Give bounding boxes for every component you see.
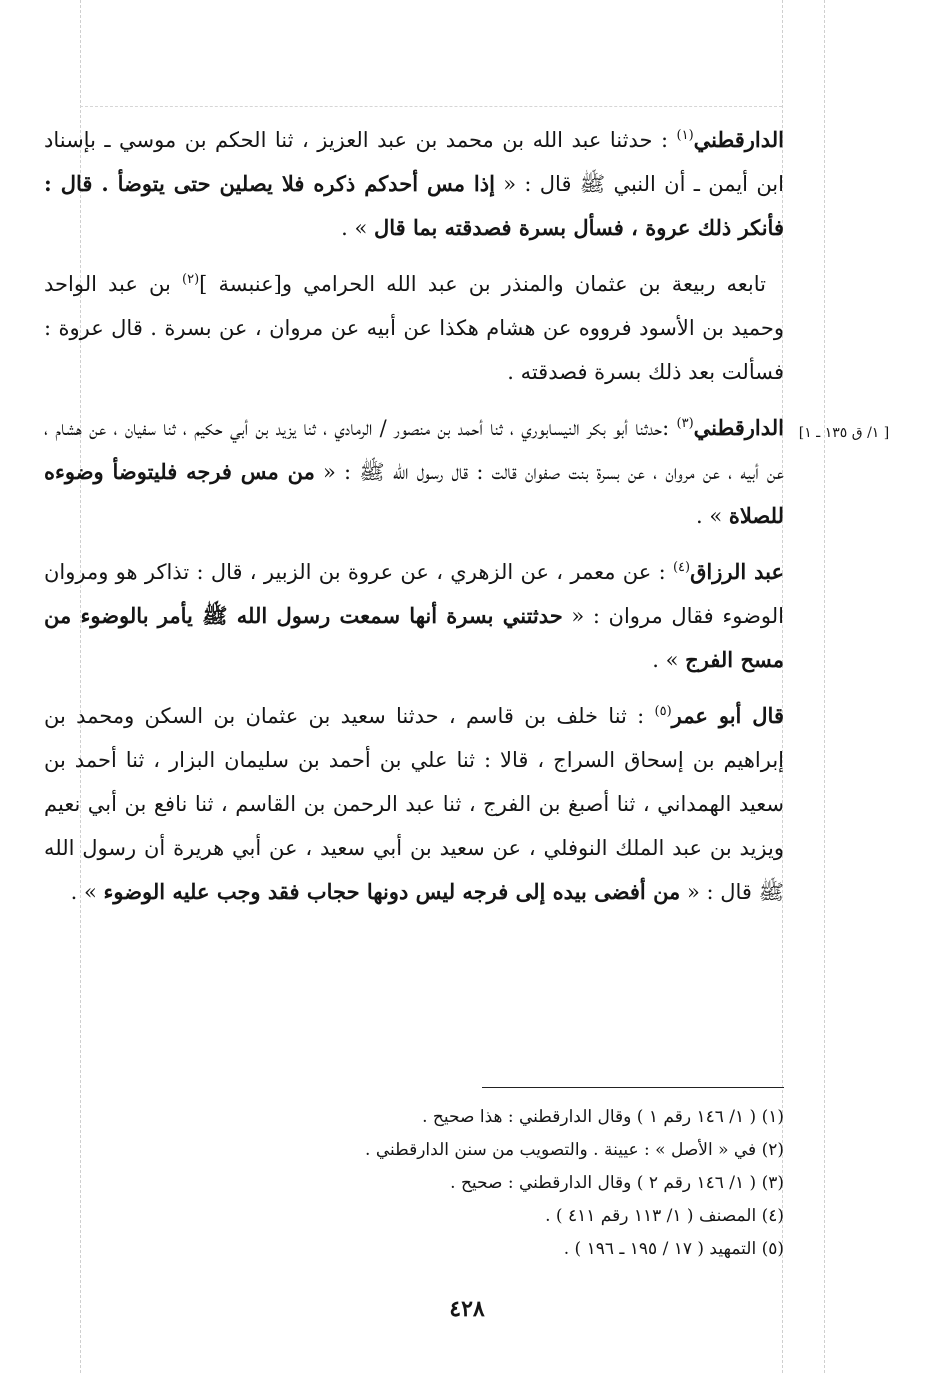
hadith-matn: إذا مس أحدكم ذكره فلا يصلين حتى يتوضأ . قال : فأنكر ذلك عروة ، فسأل بسرة فصدقته بما قال — [44, 171, 784, 240]
footnote-ref: (٥) — [654, 704, 672, 719]
scan-guide-line — [80, 106, 782, 107]
footnote: (١) ( ١/ ١٤٦ رقم ١ ) وقال الدارقطني : هذا صحيح . — [422, 1107, 784, 1127]
hadith-matn: من أفضى بيده إلى فرجه ليس دونها حجاب فقد وجب عليه الوضوء — [103, 879, 681, 904]
footnote-separator — [482, 1087, 784, 1088]
footnote: (٥) التمهيد ( ١٧ / ١٩٥ ـ ١٩٦ ) . — [563, 1239, 784, 1259]
source-name: قال أبو عمر — [671, 703, 784, 728]
closing-quote: » . — [341, 216, 374, 240]
footnote: (٣) ( ١/ ١٤٦ رقم ٢ ) وقال الدارقطني : صحيح . — [450, 1173, 784, 1193]
isnad-text: :حدثنا أبو بكر النيسابوري ، ثنا أحمد بن منصور / الرمادي ، ثنا يزيد بن أبي حكيم ، ثنا سفيان ، عن هشام ، عن أبيه ، عن مروان ، عن بسرة بنت صفوان قالت : قال رسول الله ﷺ : « — [44, 416, 785, 484]
isnad-text: : ثنا خلف بن قاسم ، حدثنا سعيد بن عثمان بن السكن ومحمد بن إبراهيم بن إسحاق السراج ، قالا : ثنا علي بن أحمد بن سليمان البزار ، ثنا أحمد بن سعيد الهمداني ، ثنا أصبغ بن الفرج ، ثنا عبد الرحمن بن القاسم ، ثنا نافع بن أبي نعيم ويزيد بن عبد الملك النوفلي ، عن سعيد بن أبي سعيد ، عن أبي هريرة أن رسول الله ﷺ قال : « — [44, 704, 784, 904]
hadith-matn: حدثتني بسرة أنها سمعت رسول الله ﷺ يأمر بالوضوء من مسح الفرج — [44, 603, 784, 672]
hadith-paragraph — [44, 406, 784, 538]
footnotes — [200, 1101, 784, 1266]
footnote: (٢) في « الأصل » : عيينة . والتصويب من سنن الدارقطني . — [365, 1140, 784, 1160]
hadith-matn: من مس فرجه فليتوضأ وضوءه للصلاة — [44, 459, 784, 528]
manuscript-folio-reference: [ ١/ ق ١٣٥ ـ ١] — [798, 425, 890, 441]
commentary-text: بن عبد الواحد وحميد بن الأسود فرووه عن هشام هكذا عن أبيه عن مروان ، عن بسرة . قال عروة : فسألت بعد ذلك بسرة فصدقته . — [44, 272, 784, 384]
closing-quote: » . — [696, 504, 729, 528]
footnote-ref: (٣) — [676, 416, 694, 431]
source-name: الدارقطني — [693, 127, 784, 152]
isnad-text: : حدثنا عبد الله بن محمد بن عبد العزيز ، ثنا الحكم بن موسي ـ بإسناد ابن أيمن ـ أن النبي ﷺ قال : « — [44, 128, 784, 196]
main-text — [44, 118, 784, 926]
footnote-ref: (٤) — [672, 560, 691, 575]
source-name: عبد الرزاق — [690, 559, 784, 584]
page-number: ٤٢٨ — [449, 1296, 485, 1322]
isnad-text: : عن معمر ، عن الزهري ، عن عروة بن الزبير ، قال : تذاكر هو ومروان الوضوء فقال مروان : « — [44, 560, 784, 628]
hadith-paragraph — [44, 694, 784, 914]
hadith-paragraph — [44, 118, 784, 250]
footnote: (٤) المصنف ( ١/ ١١٣ رقم ٤١١ ) . — [545, 1206, 784, 1226]
commentary-paragraph — [44, 262, 784, 394]
closing-quote: » . — [70, 880, 104, 904]
source-name: الدارقطني — [693, 415, 784, 440]
closing-quote: » . — [652, 648, 686, 672]
footnote-ref: (١) — [676, 128, 694, 143]
commentary-text: تابعه ربيعة بن عثمان والمنذر بن عبد الله الحرامي و[عنبسة ] — [199, 272, 767, 296]
footnote-ref: (٢) — [182, 272, 200, 287]
hadith-paragraph — [44, 550, 784, 682]
scan-guide-line — [824, 0, 825, 1373]
